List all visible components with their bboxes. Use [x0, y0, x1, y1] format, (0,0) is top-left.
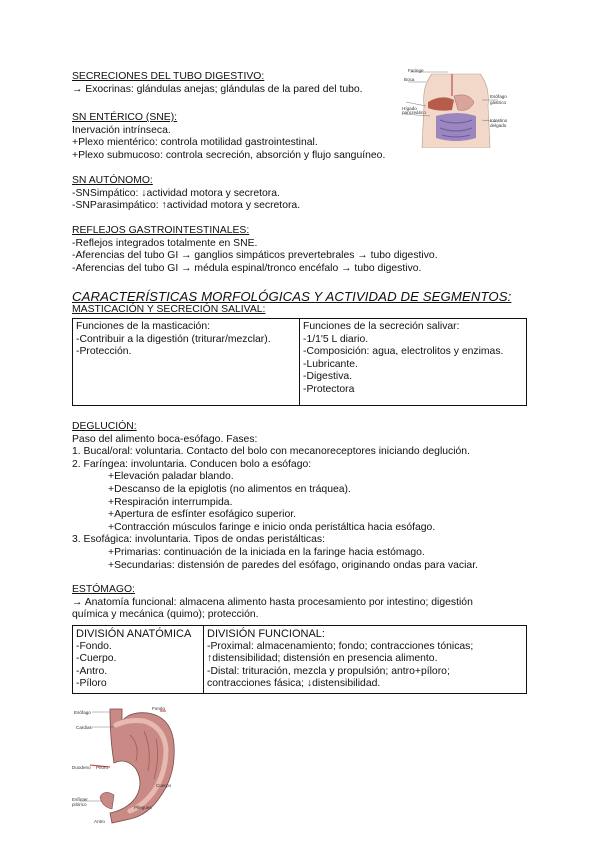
- svg-text:Esfínter: Esfínter: [72, 797, 88, 802]
- sne-heading: SN ENTÉRICO (SNE):: [72, 112, 178, 123]
- svg-text:Antro: Antro: [94, 819, 105, 824]
- anatomica-line: -Antro.: [76, 665, 108, 677]
- sne-section: [72, 112, 385, 162]
- deglucion-line: +Elevación paladar blando.: [108, 471, 234, 483]
- anatomica-cell: [73, 626, 204, 694]
- deglucion-line: +Secundarias: distensión de paredes del esófago, originando ondas para vaciar.: [108, 559, 478, 571]
- masticacion-line: -Contribuir a la digestión (triturar/mezclar).: [76, 333, 271, 345]
- autonomo-line: -SNParasimpático: ↑actividad motora y secretora.: [72, 200, 301, 212]
- svg-text:pilórico: pilórico: [72, 802, 87, 807]
- deglucion-line: +Respiración interrumpida.: [108, 496, 233, 508]
- autonomo-section: [72, 175, 300, 213]
- sne-line: +Plexo mientérico: controla motilidad gastrointestinal.: [72, 137, 318, 149]
- saliva-line: -Composición: agua, electrolitos y enzimas.: [303, 346, 504, 358]
- svg-text:Pliegues: Pliegues: [134, 805, 152, 810]
- secreciones-section: [72, 71, 363, 96]
- svg-text:Faringe: Faringe: [408, 68, 424, 73]
- svg-text:Boca: Boca: [404, 77, 415, 82]
- deglucion-line: Paso del alimento boca-esófago. Fases:: [72, 433, 258, 445]
- reflejos-heading: REFLEJOS GASTROINTESTINALES:: [72, 225, 250, 236]
- estomago-line: → Anatomía funcional: almacena alimento hasta procesamiento por intestino; digestión: [72, 596, 473, 608]
- saliva-line: -Digestiva.: [303, 371, 353, 383]
- svg-text:Cardias: Cardias: [76, 725, 92, 730]
- svg-text:pancreático: pancreático: [402, 110, 426, 115]
- deglucion-line: +Contracción músculos faringe e inicio onda peristáltica hacia esófago.: [108, 521, 436, 533]
- svg-text:Esófago: Esófago: [74, 710, 91, 715]
- funcional-line: ↑distensibilidad; distensión en presencia alimento.: [207, 653, 438, 665]
- reflejos-line: -Aferencias del tubo GI → médula espinal/tronco encéfalo → tubo digestivo.: [72, 262, 422, 274]
- reflejos-line: -Aferencias del tubo GI → ganglios simpáticos prevertebrales → tubo digestivo.: [72, 250, 438, 262]
- funcional-cell: [204, 626, 527, 694]
- estomago-line: química y mecánica (quimo); protección.: [72, 609, 259, 621]
- anatomica-line: -Fondo.: [76, 640, 112, 652]
- caracteristicas-heading: CARACTERÍSTICAS MORFOLÓGICAS Y ACTIVIDAD DE SEGMENTOS:: [72, 289, 512, 304]
- saliva-line: -Protectora: [303, 383, 355, 395]
- svg-text:Intestino: Intestino: [490, 118, 508, 123]
- anatomica-line: -Píloro: [76, 678, 107, 690]
- deglucion-line: +Descanso de la epiglotis (no alimentos en tráquea).: [108, 483, 351, 495]
- masticacion-cell: [73, 319, 300, 406]
- digestive-system-diagram: [402, 66, 512, 148]
- svg-text:Fondo: Fondo: [152, 706, 166, 711]
- secreciones-line: → Exocrinas: glándulas anejas; glándulas de la pared del tubo.: [72, 83, 363, 95]
- deglucion-section: [72, 421, 478, 572]
- deglucion-line: +Apertura de esfínter esofágico superior.: [108, 509, 297, 521]
- anatomica-line: DIVISIÓN ANATÓMICA: [76, 628, 192, 640]
- anatomica-line: -Cuerpo.: [76, 653, 117, 665]
- svg-text:Duodeno: Duodeno: [72, 765, 91, 770]
- svg-text:gástrico: gástrico: [490, 100, 507, 105]
- funcional-line: contracciones fásica; ↓distensibilidad.: [207, 678, 381, 690]
- funcional-line: -Distal: trituración, mezcla y propulsión; antro+píloro;: [207, 665, 450, 677]
- stomach-anatomy-diagram: [70, 705, 190, 830]
- secreciones-heading: SECRECIONES DEL TUBO DIGESTIVO:: [72, 71, 265, 82]
- estomago-section: [72, 584, 473, 622]
- masticacion-line: -Protección.: [76, 346, 132, 358]
- svg-text:Esófago: Esófago: [490, 94, 507, 99]
- svg-text:Píloro: Píloro: [96, 765, 109, 770]
- deglucion-heading: DEGLUCIÓN:: [72, 421, 137, 432]
- deglucion-line: 2. Faríngea: involuntaria. Conducen bolo a esófago:: [72, 458, 312, 470]
- autonomo-line: -SNSimpático: ↓actividad motora y secretora.: [72, 187, 280, 199]
- reflejos-section: [72, 225, 438, 275]
- saliva-line: Funciones de la secreción salivar:: [303, 321, 460, 332]
- funcional-line: -Proximal: almacenamiento; fondo; contracciones tónicas;: [207, 640, 474, 652]
- reflejos-line: -Reflejos integrados totalmente en SNE.: [72, 237, 258, 249]
- funcional-line: DIVISIÓN FUNCIONAL:: [207, 628, 325, 640]
- autonomo-heading: SN AUTÓNOMO:: [72, 175, 153, 186]
- saliva-line: -1/1'5 L diario.: [303, 333, 369, 345]
- saliva-line: -Lubricante.: [303, 358, 358, 370]
- svg-text:Cuerpo: Cuerpo: [156, 783, 172, 788]
- saliva-cell: [300, 319, 527, 406]
- svg-text:delgado: delgado: [490, 123, 507, 128]
- masticacion-heading: MASTICACIÓN Y SECRECIÓN SALIVAL:: [72, 304, 266, 315]
- sne-line: +Plexo submucoso: controla secreción, absorción y flujo sanguíneo.: [72, 149, 386, 161]
- estomago-heading: ESTÓMAGO:: [72, 584, 135, 595]
- estomago-table: [72, 625, 527, 694]
- deglucion-line: 3. Esofágica: involuntaria. Tipos de ondas peristálticas:: [72, 534, 325, 546]
- masticacion-table: [72, 318, 527, 406]
- deglucion-line: +Primarias: continuación de la iniciada en la faringe hacia estómago.: [108, 546, 425, 558]
- caracteristicas-section: [72, 289, 511, 317]
- deglucion-line: 1. Bucal/oral: voluntaria. Contacto del bolo con mecanoreceptores iniciando deglución.: [72, 446, 470, 458]
- sne-line: Inervación intrínseca.: [72, 124, 171, 136]
- masticacion-line: Funciones de la masticación:: [76, 321, 210, 332]
- svg-text:Hígado: Hígado: [402, 106, 417, 111]
